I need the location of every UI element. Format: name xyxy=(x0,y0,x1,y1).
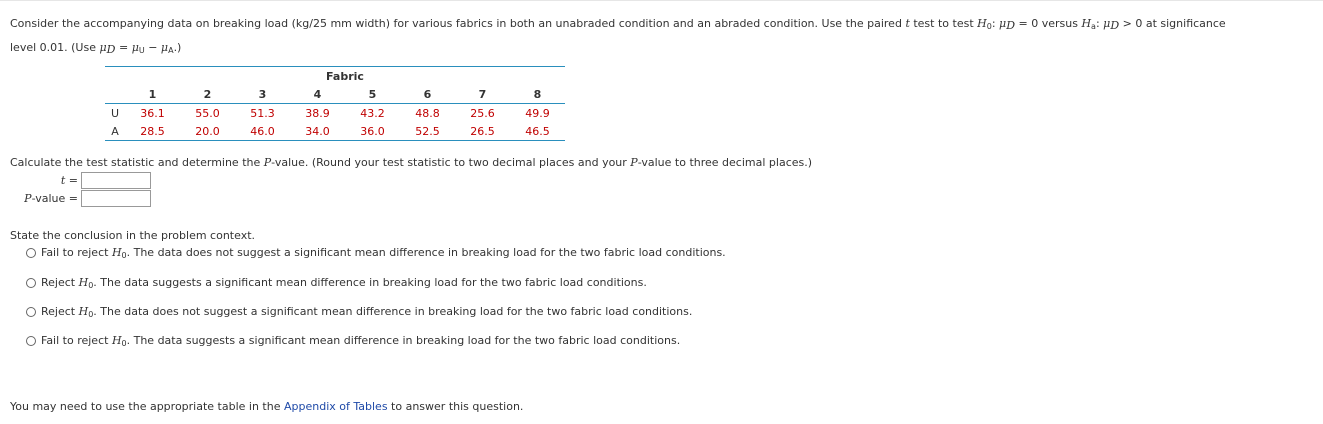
table-cell: 51.3 xyxy=(250,106,275,120)
appendix-note: You may need to use the appropriate table in the Appendix of Tables to answer this question. xyxy=(10,400,524,413)
radio-button[interactable] xyxy=(26,278,36,288)
column-header: 5 xyxy=(345,85,400,104)
conclusion-option-4[interactable] xyxy=(26,333,680,349)
top-divider xyxy=(0,0,1323,1)
table-cell: 36.0 xyxy=(345,122,400,141)
fabric-data-table xyxy=(105,66,565,141)
table-row xyxy=(105,122,565,141)
option-label: Reject $H_0$. The data does not suggest a significant mean difference in breaking load for the two fabric load conditions. xyxy=(41,305,693,319)
column-header: 4 xyxy=(290,85,345,104)
column-header: 2 xyxy=(180,85,235,104)
conclusion-prompt: State the conclusion in the problem context. xyxy=(10,229,256,242)
appendix-of-tables-link[interactable]: Appendix of Tables xyxy=(284,400,388,413)
calculate-instruction: Calculate the test statistic and determine the P-value. (Round your test statistic to two decimal places and your P-value to three decimal places.) xyxy=(10,156,813,169)
question-line-1: Consider the accompanying data on breaking load (kg/25 mm width) for various fabrics in both an unabraded condition and an abraded condition. Use the paired t test to test $H_0$: $\mu_D = 0$ versus $H_a$: $\mu_D > 0$ at significance xyxy=(10,17,1226,32)
table-cell: 38.9 xyxy=(305,106,330,120)
conclusion-option-3[interactable] xyxy=(26,304,692,320)
row-label: A xyxy=(105,122,125,141)
table-cell: 52.5 xyxy=(400,122,455,141)
column-header: 7 xyxy=(455,85,510,104)
table-header-row xyxy=(105,67,565,86)
option-label: Fail to reject $H_0$. The data suggests a significant mean difference in breaking load for the two fabric load conditions. xyxy=(41,334,681,348)
fabric-header: Fabric xyxy=(125,67,565,86)
table-cell: 36.1 xyxy=(140,106,165,120)
question-line-2: level 0.01. (Use $\mu_D = \mu_U - \mu_A$.) xyxy=(10,41,182,56)
row-label: U xyxy=(110,106,120,120)
column-header: 6 xyxy=(400,85,455,104)
option-label: Fail to reject $H_0$. The data does not suggest a significant mean difference in breaking load for the two fabric load conditions. xyxy=(41,246,726,260)
column-header: 8 xyxy=(510,85,565,104)
radio-button[interactable] xyxy=(26,248,36,258)
table-cell: 25.6 xyxy=(470,106,495,120)
question-text xyxy=(10,12,1315,60)
table-cell: 49.9 xyxy=(525,106,550,120)
table-cell: 34.0 xyxy=(290,122,345,141)
conclusion-option-1[interactable] xyxy=(26,245,726,261)
table-cell: 20.0 xyxy=(180,122,235,141)
table-cell: 28.5 xyxy=(125,122,180,141)
table-cell: 46.5 xyxy=(510,122,565,141)
t-statistic-row xyxy=(0,172,78,190)
table-cell: 46.0 xyxy=(235,122,290,141)
p-value-label: P-value = xyxy=(24,192,78,205)
table-row xyxy=(105,104,565,123)
t-statistic-input[interactable] xyxy=(81,172,151,189)
table-cell: 48.8 xyxy=(415,106,440,120)
table-cell: 55.0 xyxy=(195,106,220,120)
conclusion-option-2[interactable] xyxy=(26,275,647,291)
p-value-input[interactable] xyxy=(81,190,151,207)
table-column-row xyxy=(105,85,565,104)
table-cell: 43.2 xyxy=(360,106,385,120)
p-value-row xyxy=(0,190,78,208)
t-statistic-label: t = xyxy=(60,174,78,187)
column-header: 3 xyxy=(235,85,290,104)
radio-button[interactable] xyxy=(26,307,36,317)
column-header: 1 xyxy=(125,85,180,104)
radio-button[interactable] xyxy=(26,336,36,346)
table-cell: 26.5 xyxy=(455,122,510,141)
option-label: Reject $H_0$. The data suggests a significant mean difference in breaking load for the two fabric load conditions. xyxy=(41,276,647,290)
